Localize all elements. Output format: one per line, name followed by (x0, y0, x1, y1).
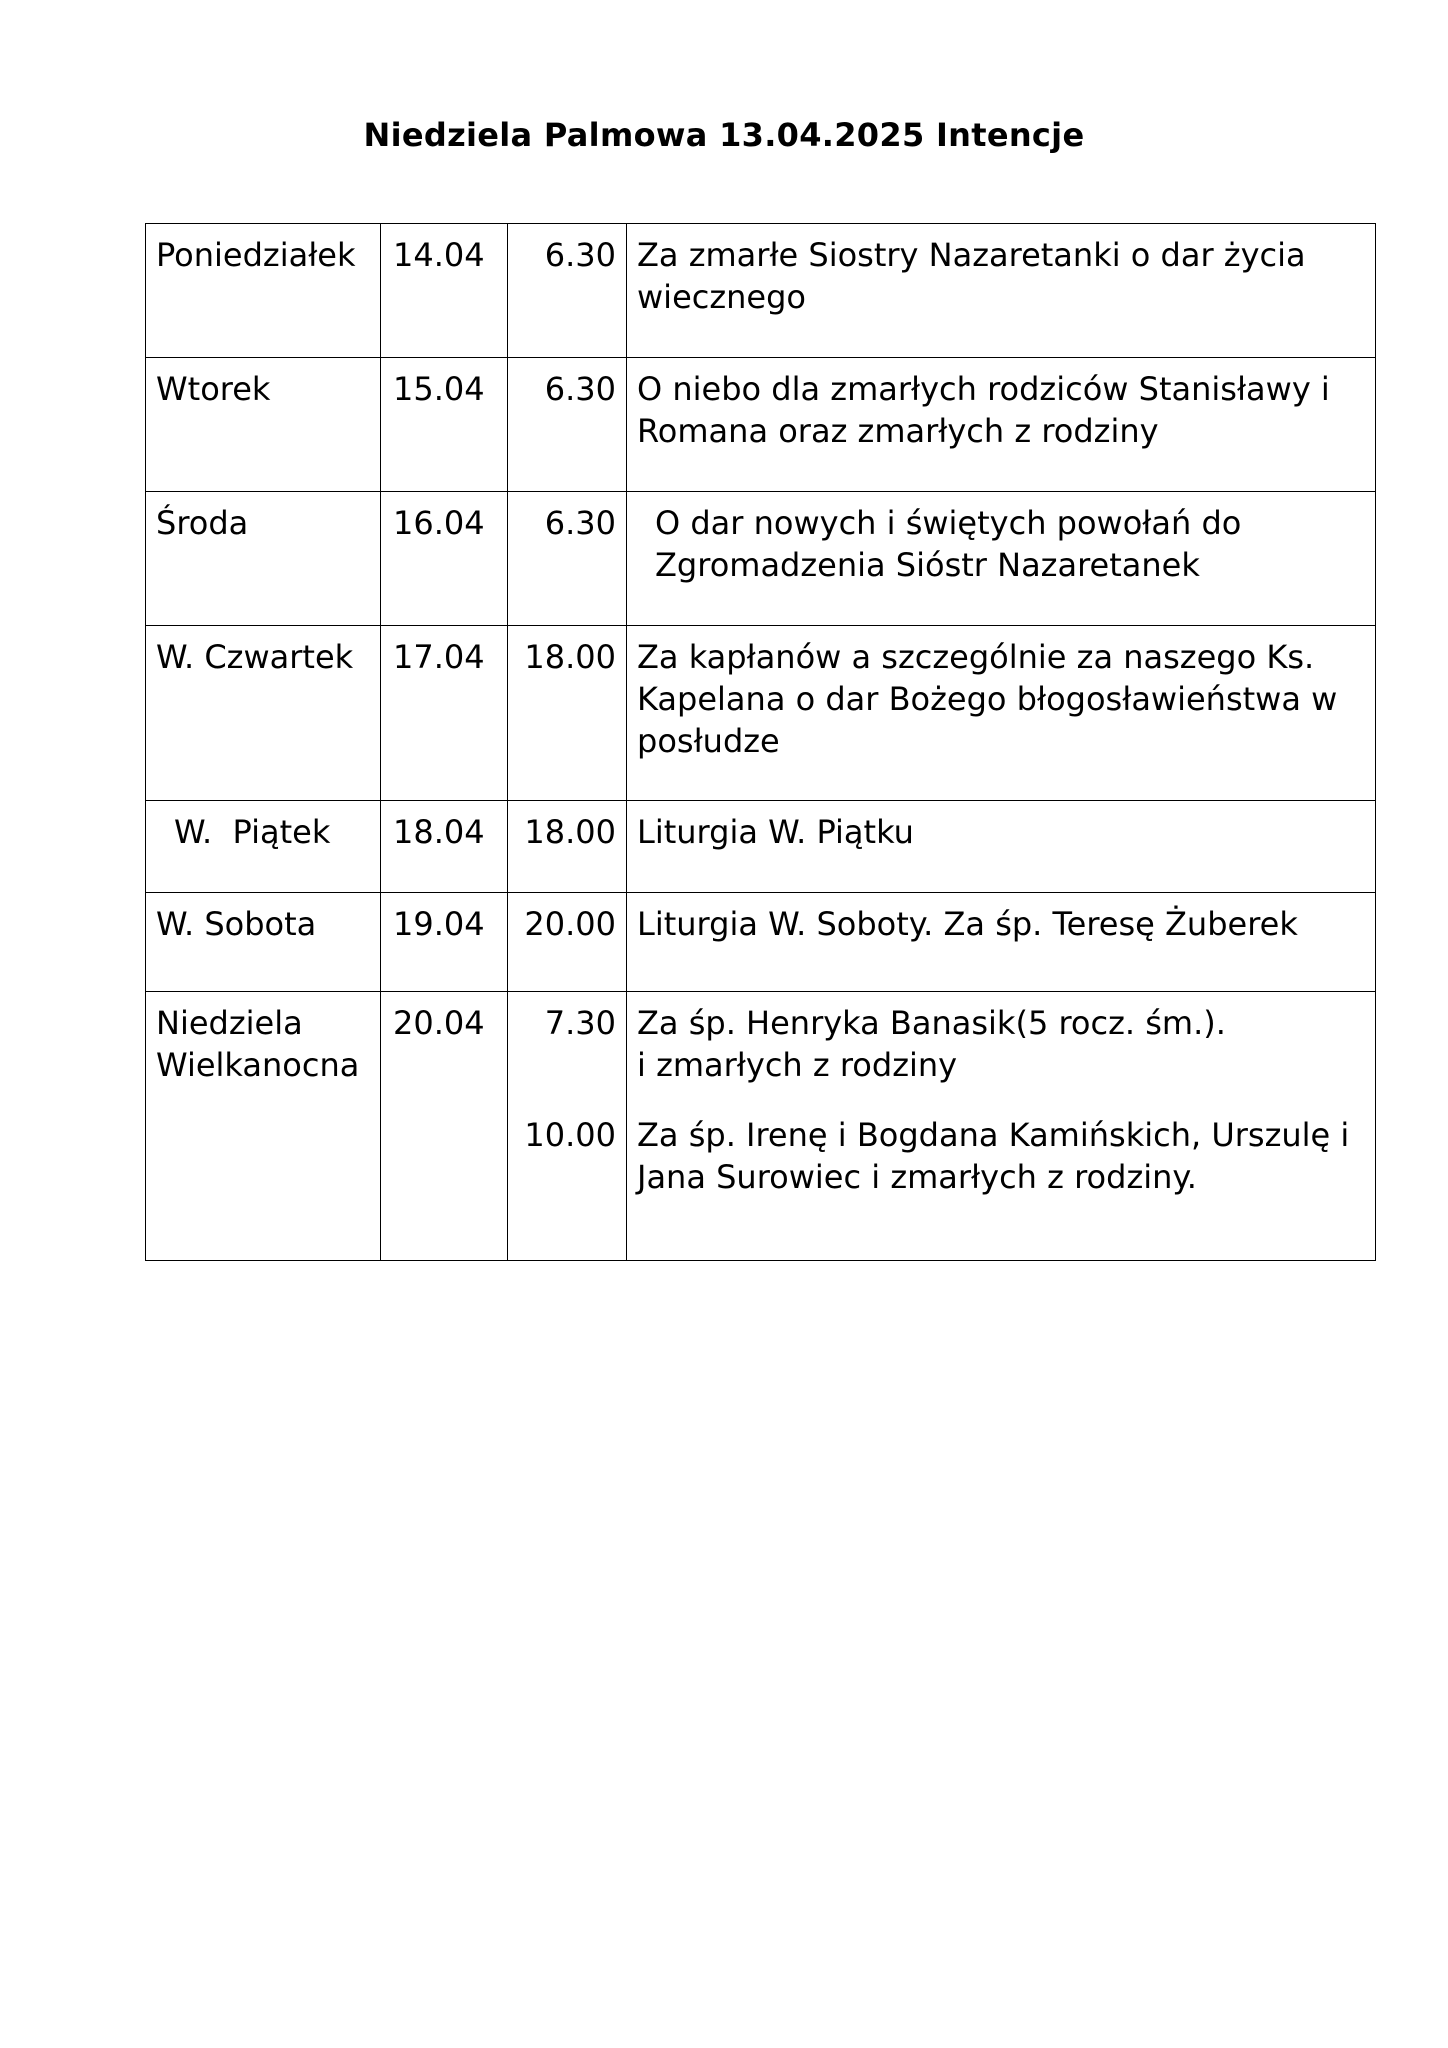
date-cell: 19.04 (381, 893, 508, 992)
time-cell: 6.30 (508, 492, 627, 626)
time-cell: 18.00 (508, 626, 627, 801)
time-cell: 18.00 (508, 801, 627, 893)
day-label: W. Piątek (174, 813, 331, 851)
table-row (146, 992, 1376, 1261)
table-row (146, 801, 1376, 893)
mass-intention-1-line2: i zmarłych z rodziny (637, 1046, 958, 1084)
intention-cell: O niebo dla zmarłych rodziców Stanisławy i Romana oraz zmarłych z rodziny (627, 358, 1376, 492)
intentions-table (145, 223, 1376, 1261)
date-cell: 17.04 (381, 626, 508, 801)
intention-cell: Liturgia W. Soboty. Za śp. Teresę Żuberek (627, 893, 1376, 992)
intention-cell: Za kapłanów a szczególnie za naszego Ks. Kapelana o dar Bożego błogosławieństwa w posłudze (627, 626, 1376, 801)
time-cell (508, 992, 627, 1261)
table-row (146, 626, 1376, 801)
table-row (146, 358, 1376, 492)
date-cell: 16.04 (381, 492, 508, 626)
date-cell: 14.04 (381, 224, 508, 358)
day-cell: Wtorek (146, 358, 381, 492)
time-cell: 6.30 (508, 358, 627, 492)
intention-cell: Za zmarłe Siostry Nazaretanki o dar życia wiecznego (627, 224, 1376, 358)
intention-cell: O dar nowych i świętych powołań do Zgromadzenia Sióstr Nazaretanek (627, 492, 1376, 626)
page-title: Niedziela Palmowa 13.04.2025 Intencje (363, 116, 1085, 154)
date-cell: 18.04 (381, 801, 508, 893)
mass-time-1: 7.30 (544, 1004, 616, 1042)
day-cell (146, 801, 381, 893)
day-cell: Środa (146, 492, 381, 626)
mass-intention-2: Za śp. Irenę i Bogdana Kamińskich, Urszulę i Jana Surowiec i zmarłych z rodziny. (637, 1116, 1350, 1196)
table-row (146, 224, 1376, 358)
time-cell: 6.30 (508, 224, 627, 358)
table-row (146, 492, 1376, 626)
spacer (512, 1044, 616, 1114)
mass-intention-1-line1: Za śp. Henryka Banasik(5 rocz. śm.). (637, 1004, 1226, 1042)
day-cell: W. Czwartek (146, 626, 381, 801)
date-cell: 20.04 (381, 992, 508, 1261)
date-cell: 15.04 (381, 358, 508, 492)
time-cell: 20.00 (508, 893, 627, 992)
table-row (146, 893, 1376, 992)
intention-cell (627, 992, 1376, 1261)
mass-time-2: 10.00 (524, 1116, 616, 1154)
day-cell: Niedziela Wielkanocna (146, 992, 381, 1261)
intention-cell: Liturgia W. Piątku (627, 801, 1376, 893)
day-cell: W. Sobota (146, 893, 381, 992)
day-cell: Poniedziałek (146, 224, 381, 358)
